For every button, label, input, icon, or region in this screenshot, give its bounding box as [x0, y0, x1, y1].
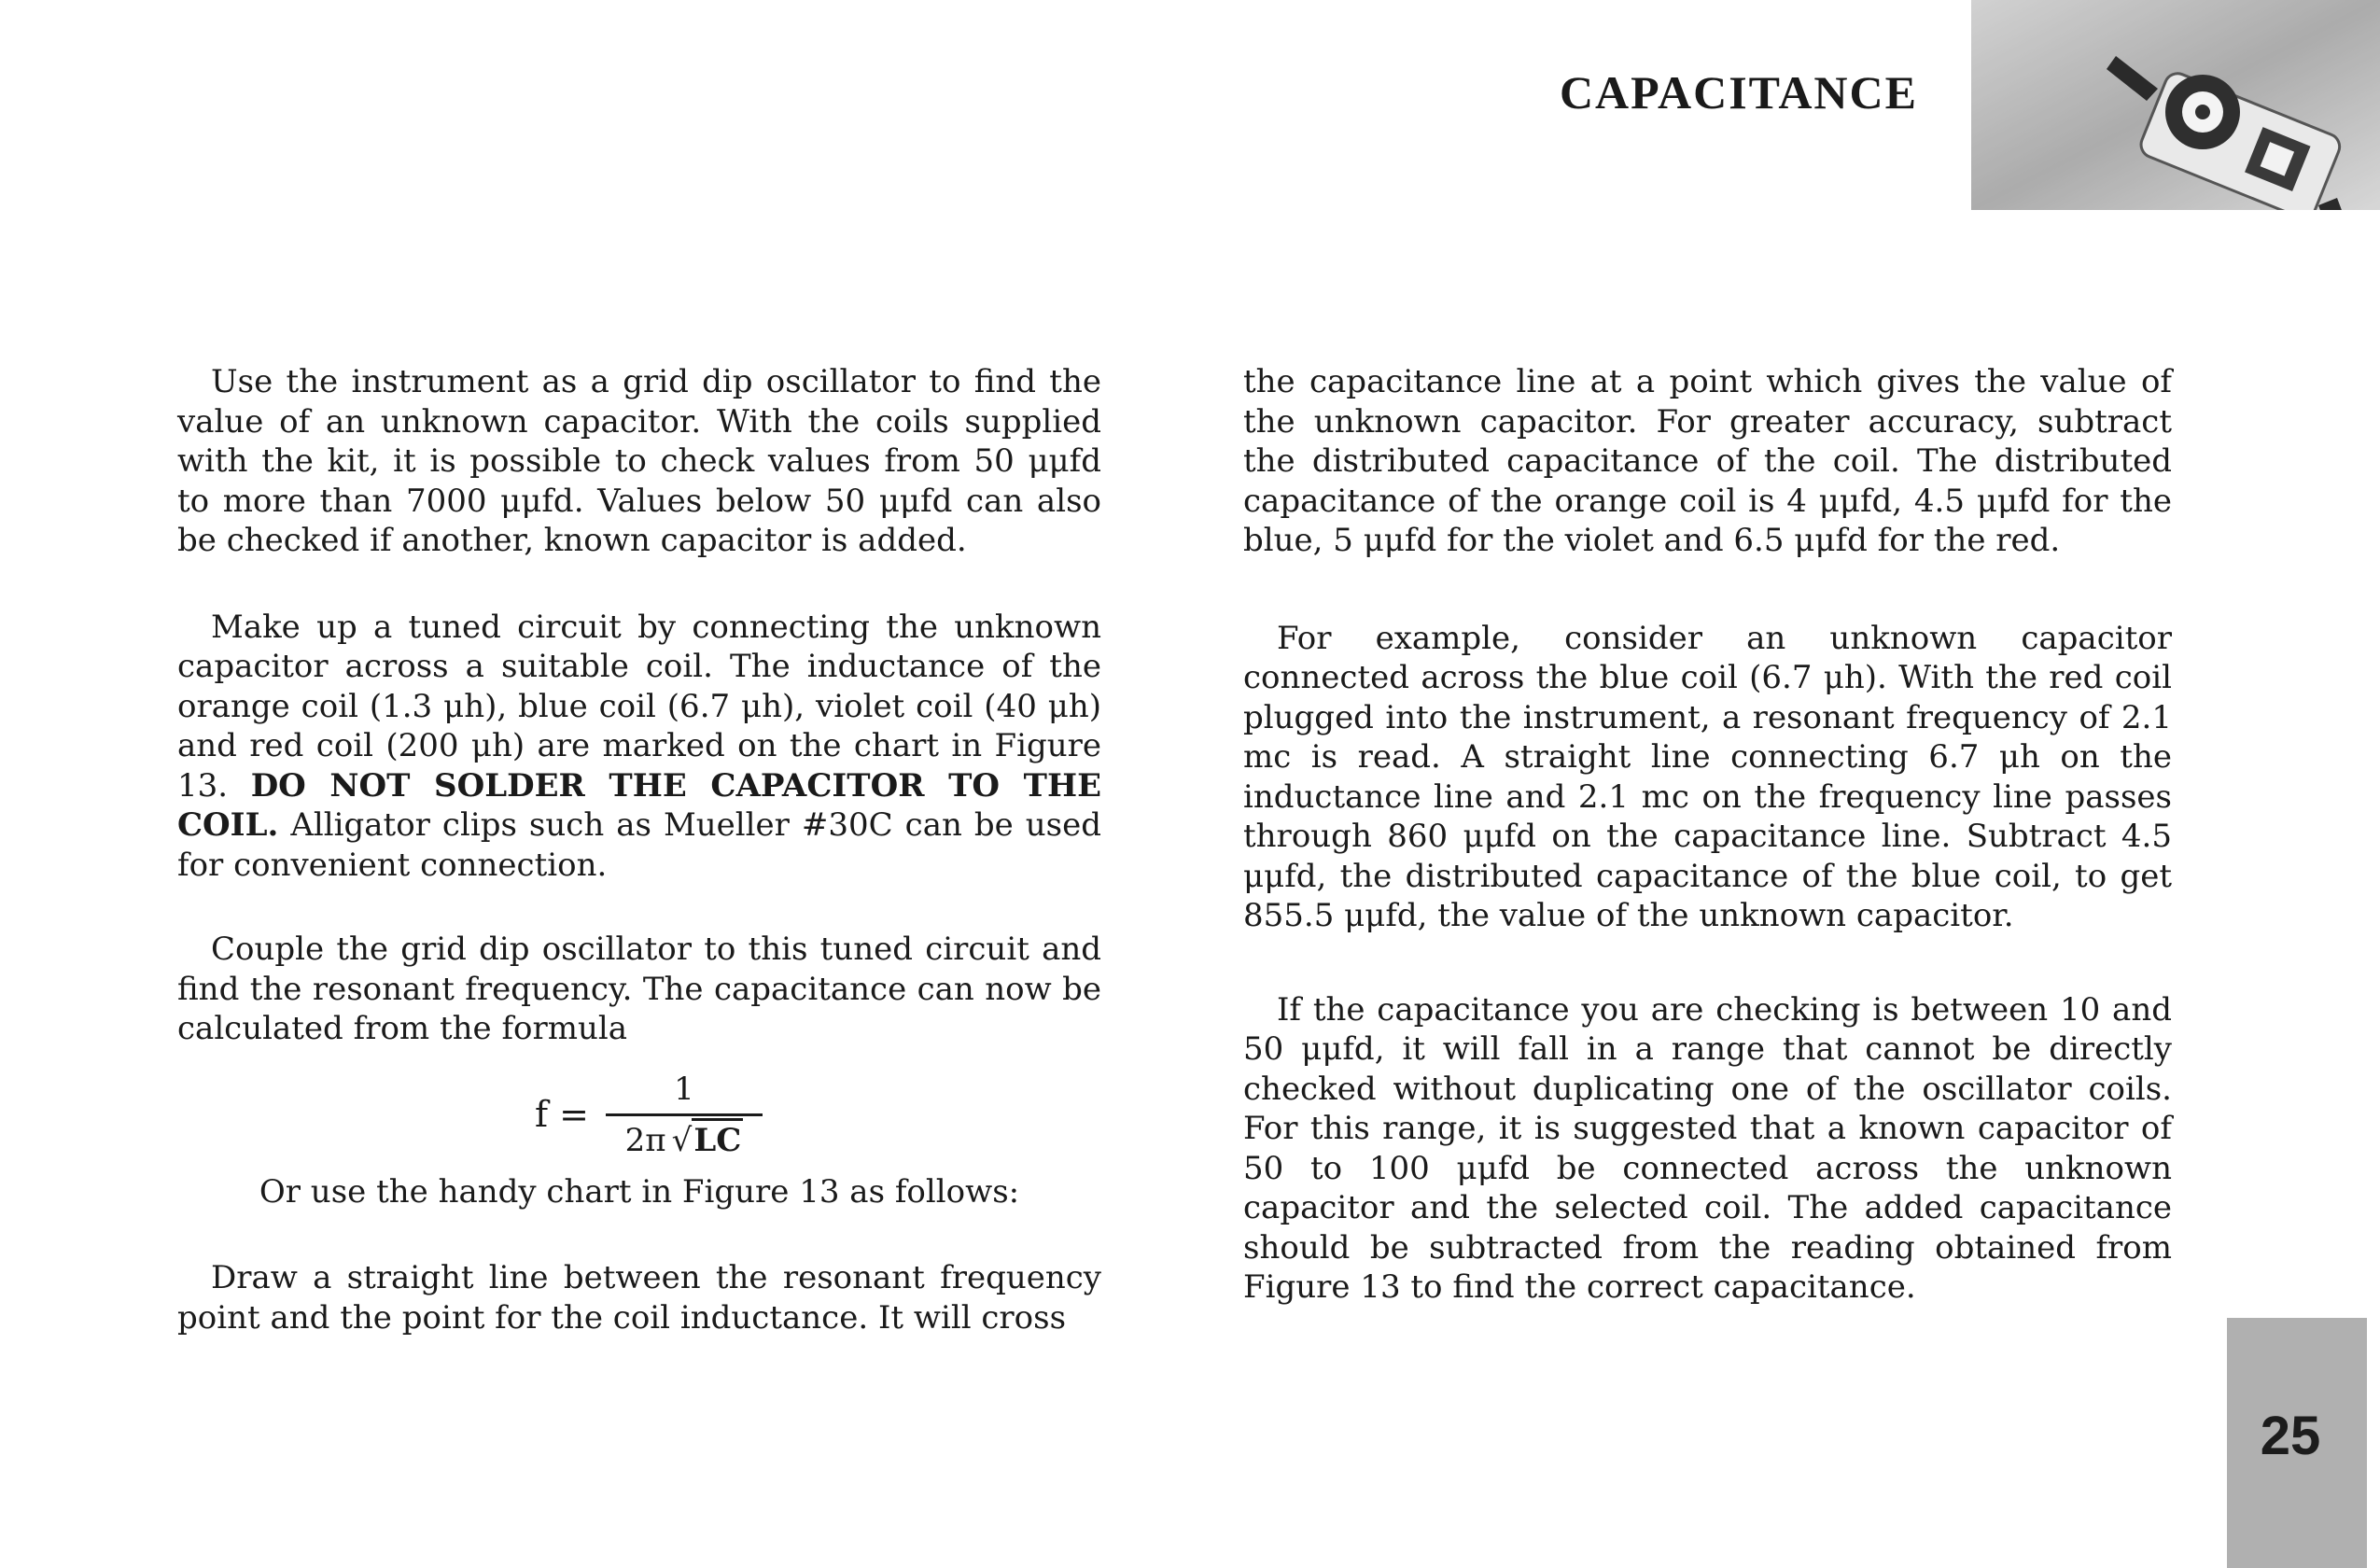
paragraph: If the capacitance you are checking is between 10 and 50 μμfd, it will fall in a range that cannot be directly checked without duplicating one of the oscillator coils. For this range, it is suggested that a known capacitor of 50 to 100 μμfd be connected across the unknown capacitor and the selected coil. The added capacitance should be subtracted from the reading obtained from Figure 13 to find the correct capacitance. — [1243, 990, 2172, 1306]
warning-text: DO NOT SOLDER THE CAPACITOR TO THE COIL. — [177, 766, 1101, 844]
formula-radicand: LC — [692, 1118, 743, 1161]
instrument-photo — [1971, 0, 2380, 210]
paragraph: the capacitance line at a point which gives the value of the unknown capacitor. For greater accuracy, subtract the distributed capacitance of the coil. The distributed capacitance of the orange coil is 4 μμfd, 4.5 μμfd for the blue, 5 μμfd for the violet and 6.5 μμfd for the red. — [1243, 363, 2172, 559]
formula-radical — [672, 1118, 744, 1161]
resonance-formula — [196, 1064, 1101, 1167]
radical-sign: √ — [671, 1121, 693, 1159]
paragraph-text: Alligator clips such as Mueller #30C can be used for convenient connection. — [177, 806, 1101, 884]
formula-lhs: f = — [535, 1094, 589, 1136]
formula-denominator — [625, 1116, 744, 1161]
page-title: CAPACITANCE — [1559, 66, 1918, 119]
paragraph-text: Make up a tuned circuit by connecting the unknown capacitor across a suitable coil. The inductance of the orange coil (1.3 μh), blue coil (6.7 μh), violet coil (40 μh) and red coil (200 μh) are marked on the chart in Figure 13. — [177, 608, 1101, 805]
formula-numerator: 1 — [674, 1071, 694, 1108]
paragraph: For example, consider an unknown capacitor connected across the blue coil (6.7 μh). With the red coil plugged into the instrument, a resonant frequency of 2.1 mc is read. A straight line connecting 6.7 μh on the inductance line and 2.1 mc on the frequency line passes through 860 μμfd on the capacitance line. Subtract 4.5 μμfd, the distributed capacitance of the blue coil, to get 855.5 μμfd, the value of the unknown capacitor. — [1243, 619, 2172, 934]
formula-fraction — [606, 1070, 763, 1160]
paragraph: Draw a straight line between the resonant frequency point and the point for the coil inductance. It will cross — [177, 1259, 1101, 1337]
left-column — [177, 362, 1101, 1337]
page-number: 25 — [2260, 1406, 2321, 1466]
paragraph: Use the instrument as a grid dip oscillator to find the value of an unknown capacitor. With the coils supplied with the kit, it is possible to check values from 50 μμfd to more than 7000 μμfd. Values below 50 μμfd can also be checked if another, known capacitor is added. — [177, 363, 1101, 559]
paragraph: Couple the grid dip oscillator to this tuned circuit and find the resonant frequency. The capacitance can now be calculated from the formula — [177, 931, 1101, 1047]
paragraph: Or use the handy chart in Figure 13 as follows: — [259, 1172, 1020, 1211]
formula-coefficient: 2π — [624, 1121, 666, 1159]
page-number-tab — [2227, 1318, 2367, 1568]
paragraph — [177, 608, 1101, 886]
right-column — [1243, 362, 2172, 1308]
